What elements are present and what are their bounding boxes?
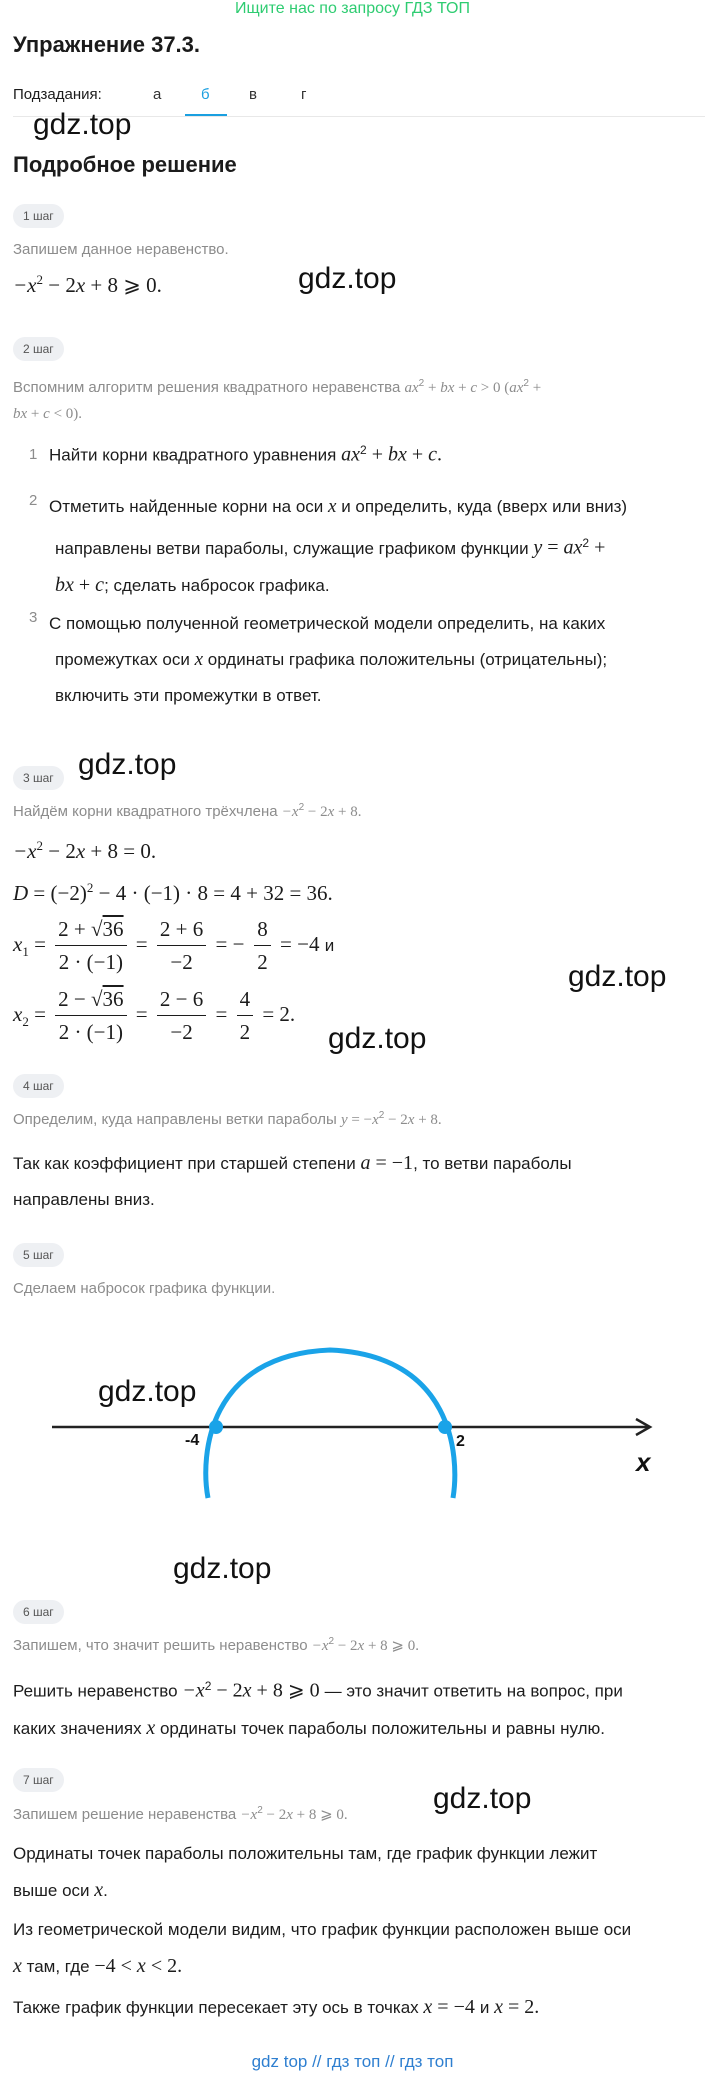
watermark: gdz.top xyxy=(568,960,667,993)
step-text: Ординаты точек параболы положительны там, где график функции лежит выше оси x. xyxy=(13,1844,598,1901)
list-number: 2 xyxy=(29,492,38,509)
root-point-right xyxy=(438,1420,452,1434)
step-badge: 1 шаг xyxy=(13,204,64,228)
step-description: Вспомним алгоритм решения квадратного неравенства $ax^2$ + bx + c > 0 ($ax^2$ + bx + c < 0). xyxy=(13,378,542,422)
step-badge: 6 шаг xyxy=(13,1600,64,1624)
search-banner: Ищите нас по запросу ГДЗ ТОП xyxy=(235,0,470,17)
list-number: 1 xyxy=(29,446,38,463)
math-inequality: $-x^2 - 2x + 8$ ⩾ 0. xyxy=(13,272,162,297)
tab-v[interactable]: в xyxy=(249,86,257,103)
step-description: Запишем решение неравенства $-x^2 - 2x + 8$ ⩾ 0. xyxy=(13,1805,348,1823)
bottom-links[interactable]: gdz top // гдз топ // гдз топ xyxy=(251,2052,454,2071)
math-discriminant: $D = (-2)^2 - 4 \cdot (-1) \cdot 8 = 4 + 32 = 36$. xyxy=(13,880,333,905)
step-description: Определим, куда направлены ветки параболы $y = -x^2 - 2x + 8$. xyxy=(13,1110,442,1128)
step-badge: 4 шаг xyxy=(13,1074,64,1098)
root-point-left xyxy=(209,1420,223,1434)
step-badge: 5 шаг xyxy=(13,1243,64,1267)
math-root-x2: $x_2$ = $\frac{2 - √36}{2 \cdot (-1)}$ = $\frac{2 - 6}{-2}$ = $\frac{4}{2}$ = 2. xyxy=(13,987,296,1044)
parabola-sketch xyxy=(0,1320,705,1520)
watermark: gdz.top xyxy=(78,748,177,781)
tab-g[interactable]: г xyxy=(301,86,307,103)
watermark: gdz.top xyxy=(98,1375,197,1408)
step-badge: 2 шаг xyxy=(13,337,64,361)
root-label-right: 2 xyxy=(456,1433,465,1450)
watermark: gdz.top xyxy=(328,1022,427,1055)
step-text: Также график функции пересекает эту ось в точках x = −4 и x = 2. xyxy=(13,1996,540,2018)
step-badge: 3 шаг xyxy=(13,766,64,790)
list-item: Найти корни квадратного уравнения $ax^2$ + bx + c. xyxy=(49,443,443,466)
step-description: Найдём корни квадратного трёхчлена $-x^2 - 2x + 8$. xyxy=(13,802,362,820)
root-label-left: -4 xyxy=(185,1432,200,1449)
watermark: gdz.top xyxy=(298,262,397,295)
step-badge: 7 шаг xyxy=(13,1768,64,1792)
tab-b[interactable]: б xyxy=(201,86,210,103)
step-text: Так как коэффициент при старшей степени a = −1, то ветви параболы направлены вниз. xyxy=(13,1152,572,1209)
page-title: Упражнение 37.3. xyxy=(13,32,201,57)
tab-a[interactable]: а xyxy=(153,86,162,103)
step-description: Запишем данное неравенство. xyxy=(13,241,229,258)
axis-label-x: x xyxy=(636,1447,651,1477)
solution-heading: Подробное решение xyxy=(13,152,237,177)
step-description: Сделаем набросок графика функции. xyxy=(13,1280,276,1297)
math-equation: $-x^2 - 2x + 8 = 0$. xyxy=(13,838,157,863)
math-root-x1: $x_1$ = $\frac{2 + √36}{2 \cdot (-1)}$ = $\frac{2 + 6}{-2}$ = − $\frac{8}{2}$ = −4 и xyxy=(13,917,335,974)
list-item: С помощью полученной геометрической модели определить, на каких промежутках оси x ординаты графика положительны (отрицательны); включить эти промежутки в ответ. xyxy=(49,614,608,705)
watermark: gdz.top xyxy=(33,108,132,141)
list-item: Отметить найденные корни на оси x и определить, куда (вверх или вниз) направлены ветви параболы, служащие графиком функции $y = ax^2$ + bx + c; сделать набросок графика. xyxy=(49,496,628,596)
parabola-curve xyxy=(206,1350,455,1498)
list-number: 3 xyxy=(29,609,38,626)
step-description: Запишем, что значит решить неравенство $-x^2 - 2x + 8$ ⩾ 0. xyxy=(13,1636,419,1654)
watermark: gdz.top xyxy=(173,1552,272,1585)
step-text: Решить неравенство $-x^2 - 2x + 8$ ⩾ 0 — это значит ответить на вопрос, при каких значениях x ординаты точек параболы положительны и равны нулю. xyxy=(13,1679,623,1739)
watermark: gdz.top xyxy=(433,1782,532,1815)
step-text: Из геометрической модели видим, что график функции расположен выше оси x там, где −4 < x < 2. xyxy=(13,1920,632,1977)
subtasks-label: Подзадания: xyxy=(13,86,102,103)
